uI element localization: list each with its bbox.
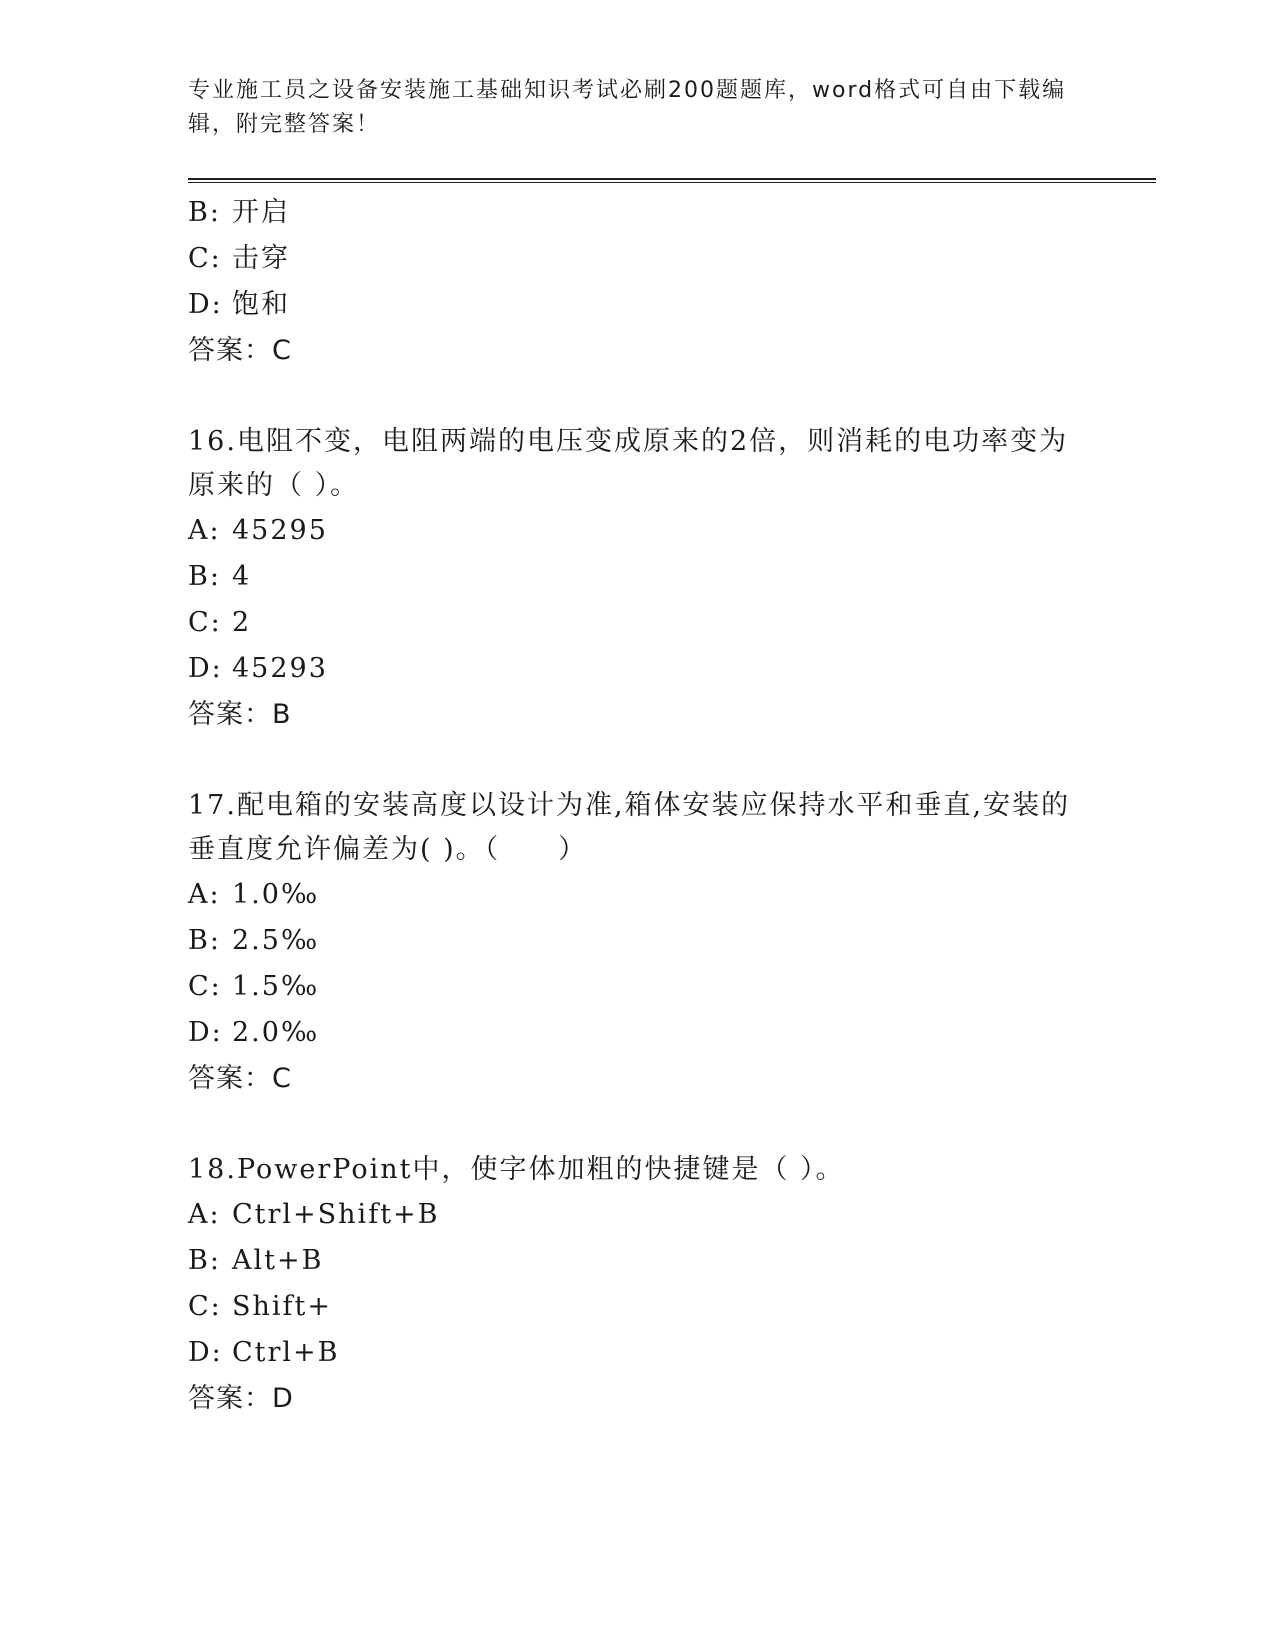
option-c <box>188 600 1088 646</box>
option-a <box>188 872 1088 918</box>
option-label: C: <box>188 1291 222 1322</box>
answer-line: 答案：C <box>188 1063 292 1094</box>
option-label: B: <box>188 925 221 956</box>
option-text: 饱和 <box>232 289 290 320</box>
option-text: 2.0‰ <box>232 1017 320 1048</box>
header-divider-thick <box>188 178 1156 180</box>
option-text: 开启 <box>232 197 290 228</box>
option-label: A: <box>188 515 221 546</box>
option-c <box>188 964 1088 1010</box>
page-header-title: 专业施工员之设备安装施工基础知识考试必刷200题题库，word格式可自由下载编辑，附完整答案！ <box>188 78 1067 137</box>
prev-question-block <box>188 190 1088 374</box>
option-text: 45295 <box>232 515 328 546</box>
option-text: Ctrl+Shift+B <box>232 1199 440 1230</box>
option-label: C: <box>188 971 222 1002</box>
option-text: 45293 <box>232 653 328 684</box>
question-block-18 <box>188 1148 1088 1422</box>
answer-line: 答案：C <box>188 335 292 366</box>
option-label: C: <box>188 607 222 638</box>
option-text: 1.5‰ <box>232 971 320 1002</box>
option-d <box>188 1010 1088 1056</box>
option-a <box>188 1192 1088 1238</box>
option-label: D: <box>188 653 223 684</box>
answer-line: 答案：D <box>188 1383 294 1414</box>
option-label: D: <box>188 289 223 320</box>
option-b <box>188 190 1088 236</box>
option-d <box>188 1330 1088 1376</box>
question-block-16 <box>188 420 1088 738</box>
question-stem: 18.PowerPoint中，使字体加粗的快捷键是（ ）。 <box>188 1154 845 1185</box>
option-label: C: <box>188 243 222 274</box>
option-label: B: <box>188 561 221 592</box>
question-stem: 17.配电箱的安装高度以设计为准,箱体安装应保持水平和垂直,安装的垂直度允许偏差为( )。（ ） <box>188 790 1071 865</box>
option-label: A: <box>188 879 221 910</box>
option-b <box>188 1238 1088 1284</box>
header-divider-thin <box>188 182 1156 183</box>
option-label: A: <box>188 1199 221 1230</box>
option-label: D: <box>188 1337 223 1368</box>
option-d <box>188 282 1088 328</box>
option-text: Shift+ <box>232 1291 332 1322</box>
option-text: 4 <box>232 561 252 592</box>
option-c <box>188 236 1088 282</box>
option-label: D: <box>188 1017 223 1048</box>
option-label: B: <box>188 197 221 228</box>
question-block-17 <box>188 784 1088 1102</box>
option-text: 2.5‰ <box>232 925 320 956</box>
option-a <box>188 508 1088 554</box>
option-text: 2 <box>232 607 252 638</box>
option-text: 击穿 <box>232 243 290 274</box>
option-d <box>188 646 1088 692</box>
option-text: 1.0‰ <box>232 879 320 910</box>
option-b <box>188 554 1088 600</box>
answer-line: 答案：B <box>188 699 292 730</box>
option-b <box>188 918 1088 964</box>
option-text: Alt+B <box>232 1245 324 1276</box>
option-c <box>188 1284 1088 1330</box>
option-text: Ctrl+B <box>232 1337 340 1368</box>
question-content <box>188 190 1088 1422</box>
question-stem: 16.电阻不变，电阻两端的电压变成原来的2倍，则消耗的电功率变为原来的（ ）。 <box>188 426 1069 501</box>
option-label: B: <box>188 1245 221 1276</box>
